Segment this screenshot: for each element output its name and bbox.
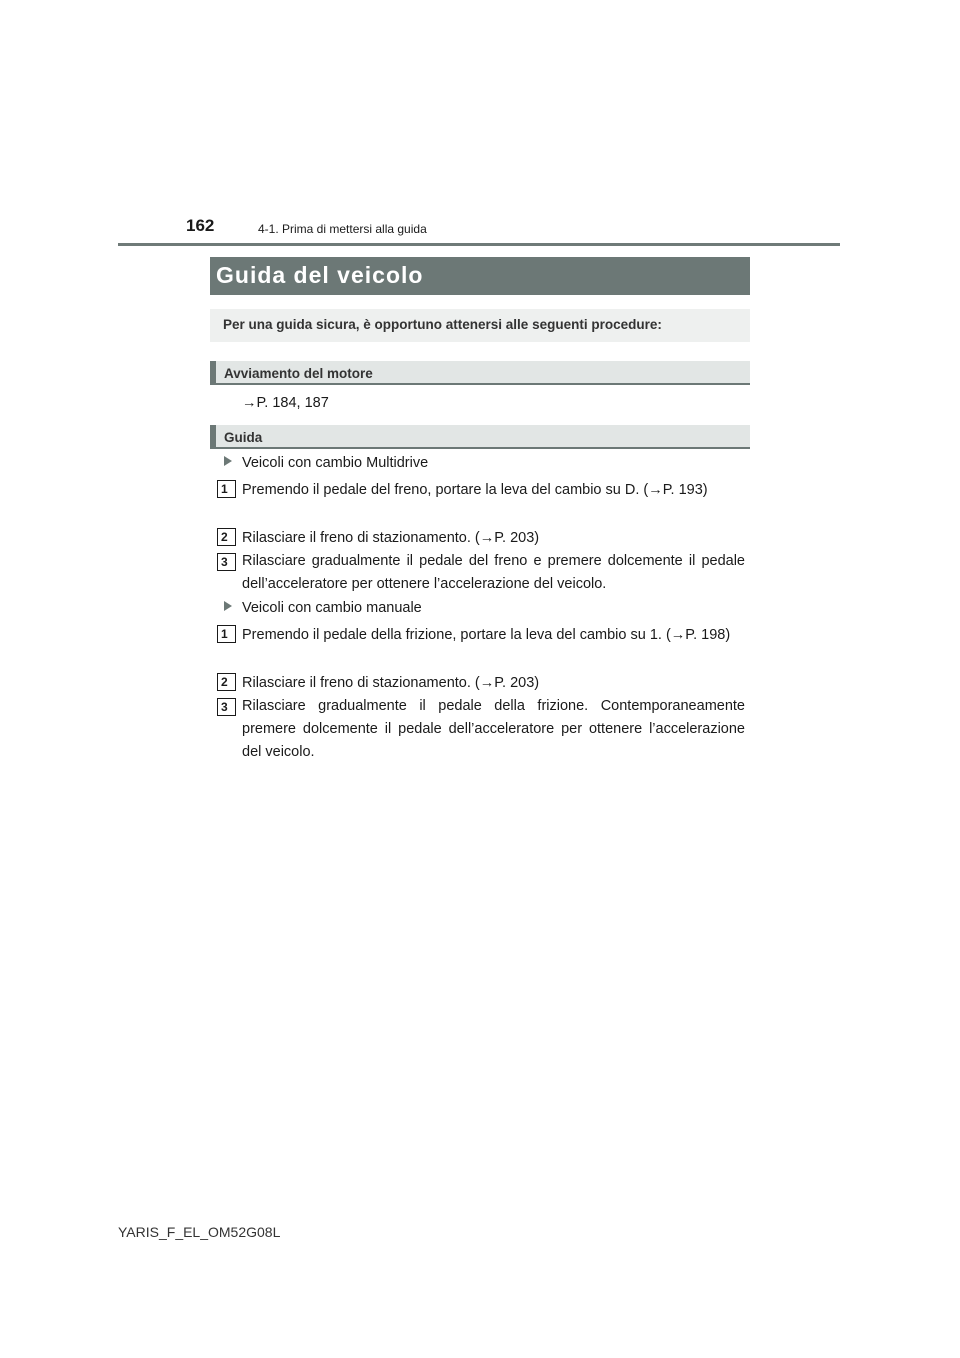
subheading-avviamento-label: Avviamento del motore xyxy=(224,366,373,381)
intro-box xyxy=(210,309,750,342)
step-text: Premendo il pedale della frizione, portare la leva del cambio su 1. (→P. 198) xyxy=(242,627,731,643)
step-number-box: 3 xyxy=(217,553,236,571)
step-text: Rilasciare gradualmente il pedale della frizione. Contemporaneamente premere dolcemente il pedale dell’acceleratore per ottenere l’accelerazione del veicolo. xyxy=(242,698,745,760)
subheading-marker xyxy=(210,425,216,447)
intro-text: Per una guida sicura, è opportuno attenersi alle seguenti procedure: xyxy=(223,317,662,332)
step-text: Rilasciare il freno di stazionamento. (→P. 203) xyxy=(242,675,540,691)
subheading-avviamento xyxy=(210,361,750,385)
subheading-marker xyxy=(210,361,216,383)
step-number-box: 2 xyxy=(217,673,236,691)
page-title: Guida del veicolo xyxy=(216,262,424,288)
avviamento-reference: →P. 184, 187 xyxy=(242,395,329,411)
subheading-guida-label: Guida xyxy=(224,430,263,445)
step-text: Rilasciare gradualmente il pedale del freno e premere dolcemente il pedale dell’acceleratore per ottenere l’accelerazione del veicolo. xyxy=(242,553,745,592)
step-number-box: 1 xyxy=(217,625,236,643)
step-number-box: 2 xyxy=(217,528,236,546)
step-text: Rilasciare il freno di stazionamento. (→P. 203) xyxy=(242,530,540,546)
document-code: YARIS_F_EL_OM52G08L xyxy=(118,1224,281,1240)
triangle-bullet-icon xyxy=(224,456,232,466)
section-breadcrumb: 4-1. Prima di mettersi alla guida xyxy=(258,222,427,236)
step-number-box: 1 xyxy=(217,480,236,498)
step-text: Premendo il pedale del freno, portare la leva del cambio su D. (→P. 193) xyxy=(242,482,708,498)
page-number: 162 xyxy=(186,216,215,235)
page-title-bar xyxy=(210,257,750,295)
variant-multidrive-label: Veicoli con cambio Multidrive xyxy=(242,455,429,471)
variant-heading-manual xyxy=(224,600,422,616)
header-divider xyxy=(118,243,840,246)
variant-manual-label: Veicoli con cambio manuale xyxy=(242,600,422,616)
subheading-guida xyxy=(210,425,750,449)
variant-heading-multidrive xyxy=(224,455,428,471)
triangle-bullet-icon xyxy=(224,601,232,611)
step-number-box: 3 xyxy=(217,698,236,716)
